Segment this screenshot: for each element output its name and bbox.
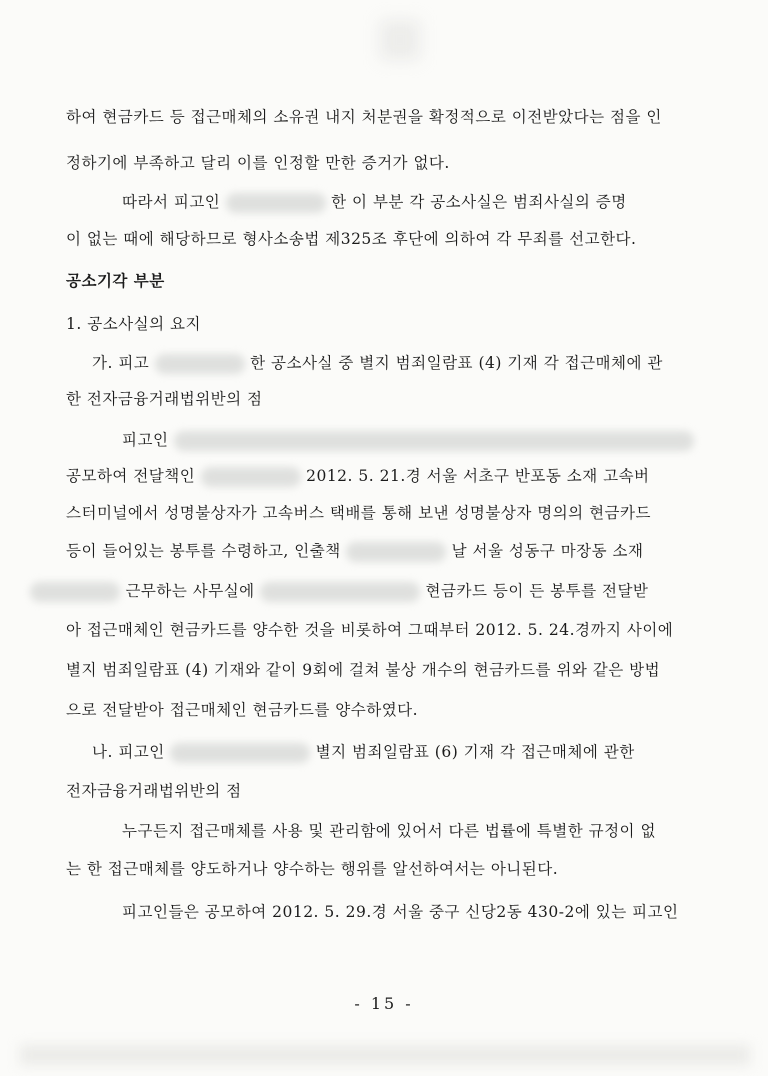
redaction [155, 354, 245, 374]
redaction [226, 193, 326, 213]
redaction [170, 743, 310, 763]
redaction [30, 582, 120, 602]
text-segment: 등이 들어있는 봉투를 수령하고, 인출책 [66, 542, 341, 560]
text-line: 으로 전달받아 접근매체인 현금카드를 양수하였다. [66, 701, 419, 719]
text-line: 누구든지 접근매체를 사용 및 관리함에 있어서 다른 법률에 특별한 규정이 없 [122, 822, 656, 840]
redaction [201, 467, 301, 487]
text-line: 하여 현금카드 등 접근매체의 소유권 내지 처분권을 확정적으로 이전받았다는 점을 인 [66, 108, 662, 126]
text-line: 전자금융거래법위반의 점 [66, 782, 242, 800]
text-line [30, 580, 648, 602]
subsection-heading: 1. 공소사실의 요지 [66, 315, 201, 333]
scan-smudge [380, 20, 420, 60]
text-segment: 피고인 [122, 431, 169, 449]
redaction [174, 431, 694, 451]
text-segment: 근무하는 사무실에 [125, 582, 255, 600]
text-line: 아 접근매체인 현금카드를 양수한 것을 비롯하여 그때부터 2012. 5. 24.경까지 사이에 [66, 621, 674, 639]
text-line [92, 741, 635, 763]
text-line: 한 전자금융거래법위반의 점 [66, 390, 263, 408]
text-segment: 가. 피고 [92, 354, 150, 372]
text-segment: 따라서 피고인 [122, 193, 221, 211]
text-line: 피고인들은 공모하여 2012. 5. 29.경 서울 중구 신당2동 430-2에 있는 피고인 [122, 903, 679, 921]
text-line: 이 없는 때에 해당하므로 형사소송법 제325조 후단에 의하여 각 무죄를 선고한다. [66, 230, 637, 248]
text-segment: 공모하여 전달책인 [66, 467, 196, 485]
redaction [346, 542, 446, 562]
text-segment: 한 이 부분 각 공소사실은 범죄사실의 증명 [331, 193, 627, 211]
text-line [66, 540, 644, 562]
section-heading: 공소기각 부분 [66, 272, 165, 290]
page-number: - 15 - [354, 994, 414, 1013]
text-line: 는 한 접근매체를 양도하거나 양수하는 행위를 알선하여서는 아니된다. [66, 860, 559, 878]
text-segment: 별지 범죄일람표 (6) 기재 각 접근매체에 관한 [315, 743, 635, 761]
text-line [92, 352, 663, 374]
text-segment: 한 공소사실 중 별지 범죄일람표 (4) 기재 각 접근매체에 관 [250, 354, 663, 372]
text-line [122, 429, 694, 451]
text-line [122, 191, 627, 213]
text-segment: 2012. 5. 21.경 서울 서초구 반포동 소재 고속버 [306, 467, 650, 485]
scan-smudge [20, 1045, 750, 1065]
text-line: 스터미널에서 성명불상자가 고속버스 택배를 통해 보낸 성명불상자 명의의 현금카드 [66, 504, 651, 522]
text-line: 별지 범죄일람표 (4) 기재와 같이 9회에 걸쳐 불상 개수의 현금카드를 위와 같은 방법 [66, 661, 661, 679]
text-line [66, 465, 650, 487]
redaction [260, 582, 420, 602]
text-segment: 현금카드 등이 든 봉투를 전달받 [425, 582, 649, 600]
text-segment: 나. 피고인 [92, 743, 165, 761]
text-segment: 날 서울 성동구 마장동 소재 [451, 542, 644, 560]
text-line: 정하기에 부족하고 달리 이를 인정할 만한 증거가 없다. [66, 154, 450, 172]
